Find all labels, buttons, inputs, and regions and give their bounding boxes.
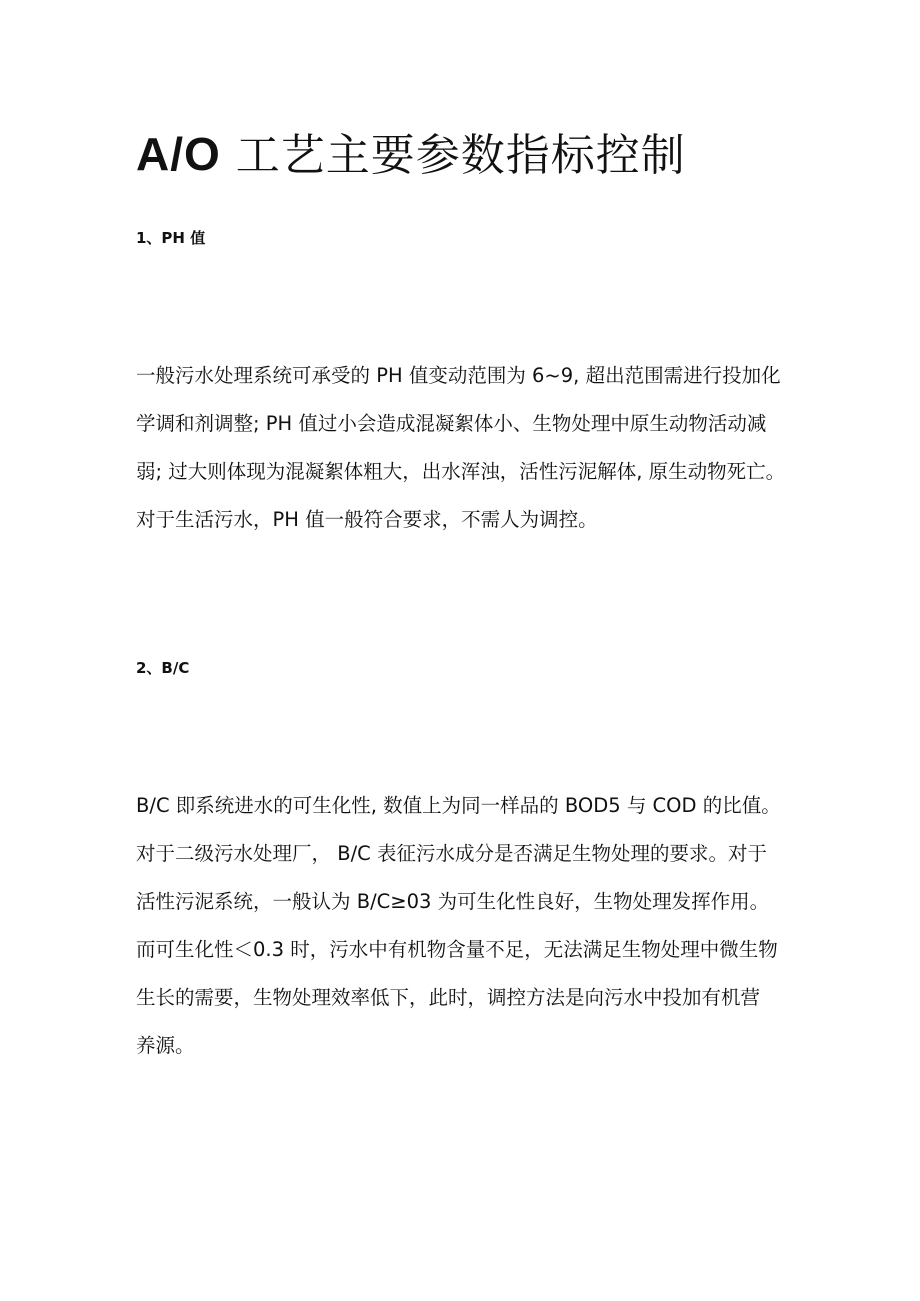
paragraph-line: 一般污水处理系统可承受的 PH 值变动范围为 6~9, 超出范围需进行投加化: [136, 364, 781, 387]
paragraph-line: 对于二级污水处理厂， B/C 表征污水成分是否满足生物处理的要求。对于: [136, 842, 767, 865]
paragraph-ph: [136, 352, 796, 544]
paragraph-line: 而可生化性＜0.3 时，污水中有机物含量不足，无法满足生物处理中微生物: [136, 938, 778, 961]
page-title: [136, 122, 836, 188]
paragraph-line: 弱; 过大则体现为混凝絮体粗大，出水浑浊，活性污泥解体, 原生动物死亡。: [136, 460, 786, 483]
paragraph-line: B/C 即系统进水的可生化性, 数值上为同一样品的 BOD5 与 COD 的比值。: [136, 794, 781, 817]
paragraph-line: 养源。: [136, 1034, 195, 1057]
page-title-latin: A/O: [136, 128, 221, 180]
paragraph-bc: [136, 782, 796, 1070]
section-heading-ph: 1、PH 值: [136, 229, 206, 247]
paragraph-line: 学调和剂调整; PH 值过小会造成混凝絮体小、生物处理中原生动物活动减: [136, 412, 767, 435]
section-heading-bc: 2、B/C: [136, 659, 190, 677]
paragraph-line: 对于生活污水，PH 值一般符合要求，不需人为调控。: [136, 508, 598, 531]
paragraph-line: 生长的需要，生物处理效率低下，此时，调控方法是向污水中投加有机营: [136, 986, 761, 1009]
paragraph-line: 活性污泥系统，一般认为 B/C≥03 为可生化性良好，生物处理发挥作用。: [136, 890, 770, 913]
page-title-cjk: 工艺主要参数指标控制: [220, 130, 686, 181]
